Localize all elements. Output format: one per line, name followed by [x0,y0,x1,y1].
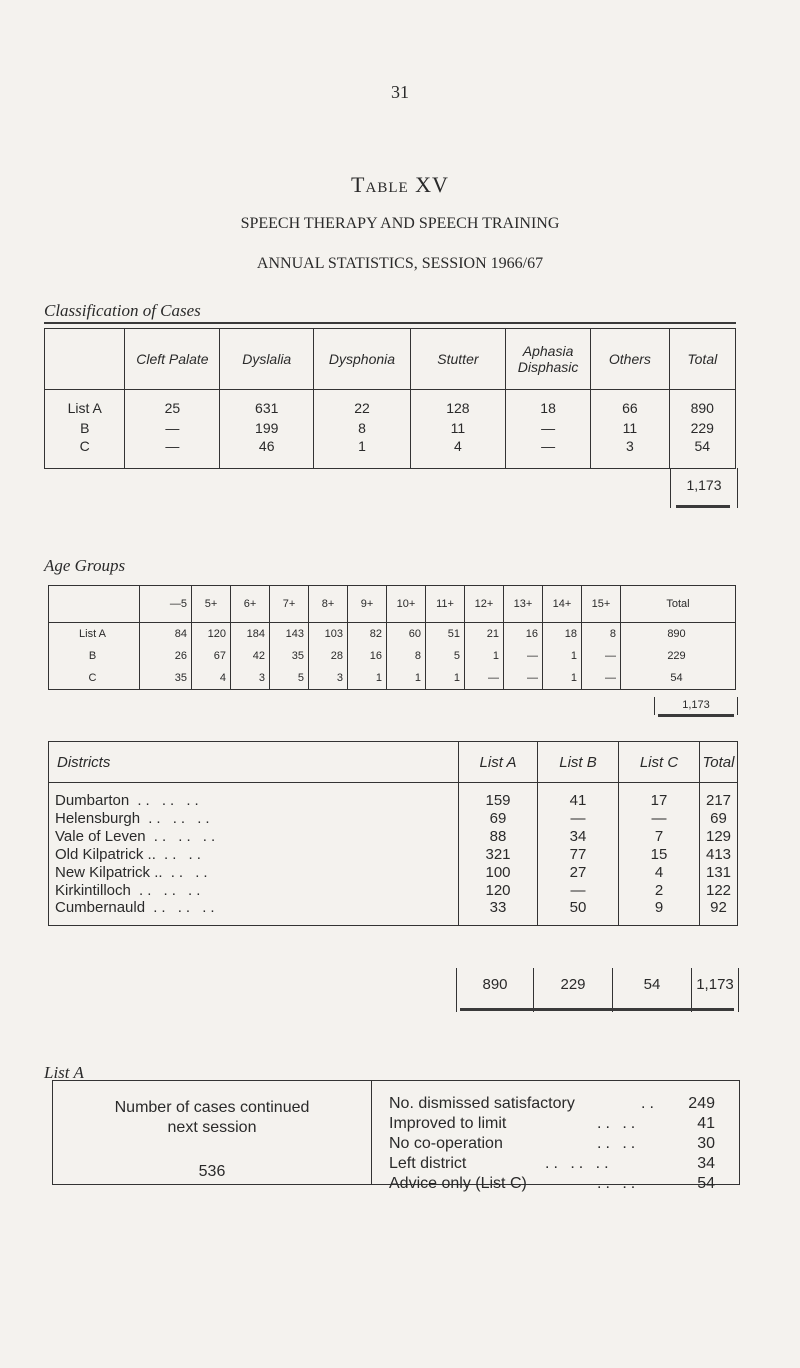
table-cell: 8 [314,418,411,438]
leader-dots: .. .. .. [145,899,219,916]
col-header: Cleft Palate [125,329,220,390]
table-cell: 1 [348,667,387,690]
table-cell: — [125,418,220,438]
table-cell: 9 [619,899,700,926]
table-cell: Old Kilpatrick .. .. .. [49,845,459,863]
table-cell: 3 [591,438,669,469]
table-row [49,863,738,881]
subtitle-session: ANNUAL STATISTICS, SESSION 1966/67 [256,255,544,272]
table-cell: 42 [231,645,270,667]
table-cell: 413 [700,845,738,863]
table-cell: 67 [192,645,231,667]
table-cell: 35 [140,667,192,690]
list-item: No. dismissed satisfactory .. 249 [389,1095,715,1112]
table-cell: 3 [231,667,270,690]
col-header: 15+ [582,586,621,623]
table-row [49,827,738,845]
double-underline [460,1008,734,1011]
table-cell: 7 [619,827,700,845]
age-groups-table [48,585,736,690]
col-header: Stutter [410,329,505,390]
col-header: 11+ [426,586,465,623]
table-cell: 21 [465,623,504,646]
leader-dots: .. .. .. [145,827,220,845]
table-cell: 229 [621,645,736,667]
col-header [49,586,140,623]
table-cell: — [582,645,621,667]
list-a-box [52,1080,740,1192]
table-cell: 28 [309,645,348,667]
table-cell: 159 [459,783,538,810]
table-cell: — [538,809,619,827]
table-row [45,418,736,438]
table-cell: Helensburgh .. .. .. [49,809,459,827]
age-groups-heading: Age Groups [44,556,126,575]
table-cell: 5 [270,667,309,690]
table-row [49,809,738,827]
table-cell: 120 [192,623,231,646]
table-cell: 229 [669,418,735,438]
page-number: 31 [391,82,409,102]
table-cell: List A [49,623,140,646]
table-cell: 69 [700,809,738,827]
table-cell: 184 [231,623,270,646]
classification-table [44,328,736,469]
table-cell: — [619,809,700,827]
table-cell: 5 [426,645,465,667]
leader-dots: .. .. [155,845,205,863]
table-cell: 18 [543,623,582,646]
col-header [45,329,125,390]
table-cell: 890 [669,390,735,419]
continued-cell: Number of cases continued next session 536 [53,1081,372,1184]
table-cell: 18 [505,390,590,419]
table-cell: New Kilpatrick .. .. .. [49,863,459,881]
table-cell: 8 [387,645,426,667]
table-cell: 199 [220,418,314,438]
table-cell: B [49,645,140,667]
table-cell: 4 [619,863,700,881]
table-cell: 120 [459,881,538,899]
list-item: Advice only (List C) .. .. 54 [389,1175,715,1192]
col-header: 8+ [309,586,348,623]
table-cell: 631 [220,390,314,419]
list-item: Left district .. .. .. 34 [389,1155,715,1172]
table-cell: 100 [459,863,538,881]
table-cell: List A [45,390,125,419]
table-cell: 35 [270,645,309,667]
table-cell: Vale of Leven .. .. .. [49,827,459,845]
leader-dots: .. .. [597,1175,640,1192]
table-cell: B [45,418,125,438]
table-row [49,783,738,810]
col-header: 5+ [192,586,231,623]
leader-dots: .. .. .. [130,881,205,899]
table-cell: — [504,667,543,690]
table-cell: 54 [621,667,736,690]
col-header: 9+ [348,586,387,623]
table-cell: 890 [621,623,736,646]
table-cell: 69 [459,809,538,827]
table-cell: Dumbarton .. .. .. [49,783,459,810]
col-header: Aphasia Disphasic [505,329,590,390]
table-cell: 27 [538,863,619,881]
col-header: 13+ [504,586,543,623]
table-cell: 33 [459,899,538,926]
districts-header-row [49,742,738,783]
table-cell: — [505,418,590,438]
table-cell: 26 [140,645,192,667]
col-header: Total [700,742,738,783]
list-item: No co-operation .. .. 30 [389,1135,715,1152]
leader-dots: .. .. [597,1135,640,1152]
col-header: Total [621,586,736,623]
table-cell: 1 [465,645,504,667]
table-cell: C [49,667,140,690]
classification-grand-total: 1,173 [670,468,738,508]
table-cell: 46 [220,438,314,469]
col-header: 12+ [465,586,504,623]
leader-dots: .. .. .. [140,809,214,827]
table-cell: 217 [700,783,738,810]
table-cell: 321 [459,845,538,863]
double-underline [658,714,734,717]
table-cell: 4 [410,438,505,469]
age-header-row [49,586,736,623]
classification-heading: Classification of Cases [44,301,201,320]
table-row [49,667,736,690]
col-header: —5 [140,586,192,623]
list-a-heading: List A [44,1063,84,1082]
table-cell: Cumbernauld .. .. .. [49,899,459,926]
table-cell: 131 [700,863,738,881]
table-row [45,390,736,419]
table-cell: — [125,438,220,469]
table-cell: 51 [426,623,465,646]
table-cell: 1 [426,667,465,690]
col-header: List C [619,742,700,783]
table-row [49,881,738,899]
table-cell: 11 [410,418,505,438]
leader-dots: .. .. .. [129,791,203,809]
table-cell: 16 [348,645,387,667]
table-cell: 1 [543,645,582,667]
table-cell: — [505,438,590,469]
table-cell: 128 [410,390,505,419]
table-cell: 25 [125,390,220,419]
col-header: List B [538,742,619,783]
table-cell: 82 [348,623,387,646]
table-cell: 8 [582,623,621,646]
leader-dots: .. .. [597,1115,640,1132]
districts-table [48,741,738,926]
table-cell: 50 [538,899,619,926]
col-header: Total [669,329,735,390]
leader-dots: .. .. .. [545,1155,613,1172]
table-cell: 4 [192,667,231,690]
col-header: 7+ [270,586,309,623]
table-row [49,845,738,863]
table-cell: 17 [619,783,700,810]
table-row [49,623,736,646]
classification-rule [44,322,736,324]
table-row [45,438,736,469]
table-cell: 3 [309,667,348,690]
table-cell: 122 [700,881,738,899]
table-cell: — [538,881,619,899]
table-cell: 54 [669,438,735,469]
table-cell: 1 [543,667,582,690]
outcomes-list [389,1095,725,1195]
table-row [49,899,738,926]
table-cell: — [582,667,621,690]
table-cell: 2 [619,881,700,899]
table-cell: 84 [140,623,192,646]
table-cell: 15 [619,845,700,863]
table-cell: 1 [314,438,411,469]
table-title: Table XV [351,172,449,197]
col-header: Dysphonia [314,329,411,390]
table-cell: 143 [270,623,309,646]
col-header: Others [591,329,669,390]
col-header: 10+ [387,586,426,623]
table-cell: 88 [459,827,538,845]
districts-totals-row: 890 229 54 1,173 [456,968,738,1012]
classification-header-row [45,329,736,390]
table-cell: 16 [504,623,543,646]
table-cell: 1 [387,667,426,690]
age-grand-total: 1,173 [654,697,738,715]
double-underline [676,505,730,508]
table-cell: 41 [538,783,619,810]
table-cell: 92 [700,899,738,926]
leader-dots: .. [641,1095,658,1112]
col-header: 6+ [231,586,270,623]
col-header: 14+ [543,586,582,623]
table-cell: 103 [309,623,348,646]
table-cell: 77 [538,845,619,863]
col-header: List A [459,742,538,783]
table-cell: C [45,438,125,469]
table-cell: — [504,645,543,667]
table-cell: 66 [591,390,669,419]
table-cell: — [465,667,504,690]
table-cell: 34 [538,827,619,845]
table-cell: 11 [591,418,669,438]
leader-dots: .. .. [162,863,212,881]
col-header: Dyslalia [220,329,314,390]
table-row [49,645,736,667]
table-cell: 60 [387,623,426,646]
list-item: Improved to limit .. .. 41 [389,1115,715,1132]
subtitle: SPEECH THERAPY AND SPEECH TRAINING [240,215,560,232]
table-cell: Kirkintilloch .. .. .. [49,881,459,899]
table-cell: 129 [700,827,738,845]
col-header: Districts [49,742,459,783]
table-cell: 22 [314,390,411,419]
